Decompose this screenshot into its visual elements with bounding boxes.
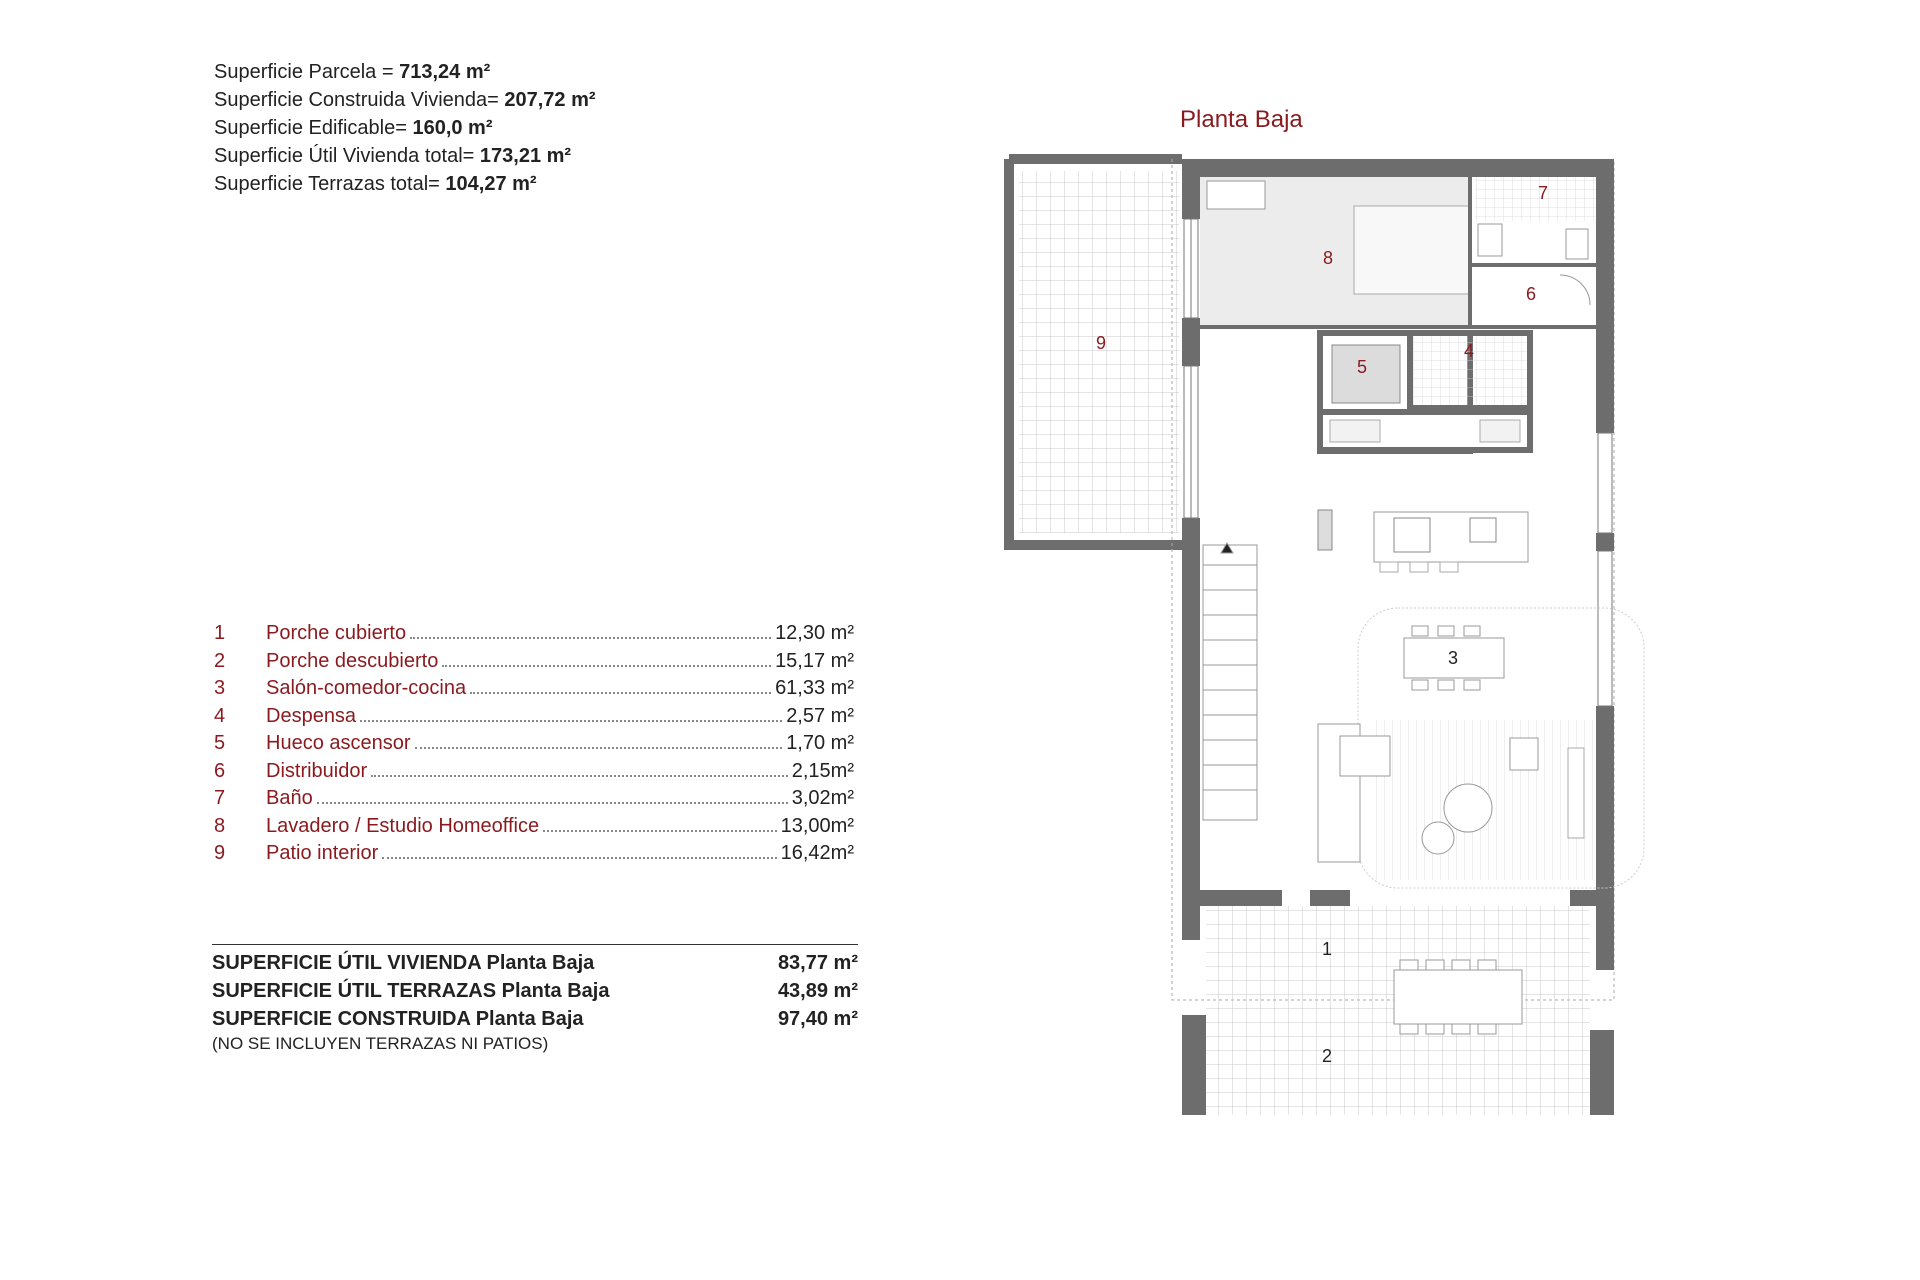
door-swing <box>1560 275 1590 305</box>
summary-parcela: Superficie Parcela = 713,24 m² <box>214 61 491 83</box>
room-row: 2 Porche descubierto 15,17 m² <box>214 649 854 672</box>
total-util-terrazas: SUPERFICIE ÚTIL TERRAZAS Planta Baja 43,89 m² <box>212 980 858 1002</box>
room-row: 6 Distribuidor 2,15m² <box>214 759 854 782</box>
room-number-8: 8 <box>1323 248 1334 268</box>
summary-edificable: Superficie Edificable= 160,0 m² <box>214 117 493 139</box>
room-number-5: 5 <box>1357 357 1368 377</box>
room-number-1: 1 <box>1322 939 1333 959</box>
plan-title: Planta Baja <box>1180 106 1303 133</box>
summary-terrazas: Superficie Terrazas total= 104,27 m² <box>214 173 537 195</box>
summary-util: Superficie Útil Vivienda total= 173,21 m² <box>214 145 572 167</box>
room-row: 5 Hueco ascensor 1,70 m² <box>214 732 854 754</box>
living-area <box>1318 720 1594 880</box>
room-number-4: 4 <box>1464 341 1475 361</box>
room-row: 8 Lavadero / Estudio Homeoffice 13,00m² <box>214 814 854 837</box>
room-row: 3 Salón-comedor-cocina 61,33 m² <box>214 677 854 699</box>
room-row: 1 Porche cubierto 12,30 m² <box>214 622 854 644</box>
room-number-3: 3 <box>1448 648 1459 668</box>
room-number-9: 9 <box>1096 333 1107 353</box>
room-number-2: 2 <box>1322 1046 1333 1066</box>
room-row: 9 Patio interior 16,42m² <box>214 842 854 864</box>
kitchen-island <box>1318 510 1528 572</box>
core-block <box>1320 333 1530 451</box>
room-number-6: 6 <box>1526 284 1537 304</box>
staircase <box>1203 543 1257 820</box>
total-construida: SUPERFICIE CONSTRUIDA Planta Baja 97,40 m² <box>212 1008 858 1030</box>
total-util-vivienda: SUPERFICIE ÚTIL VIVIENDA Planta Baja 83,77 m² <box>212 952 858 974</box>
room-number-7: 7 <box>1538 183 1549 203</box>
porches-area <box>1206 906 1590 1115</box>
bano-room <box>1470 177 1596 265</box>
room-row: 4 Despensa 2,57 m² <box>214 704 854 727</box>
room-row: 7 Baño 3,02m² <box>214 787 854 809</box>
totals-note: (NO SE INCLUYEN TERRAZAS NI PATIOS) <box>212 1034 549 1053</box>
summary-construida: Superficie Construida Vivienda= 207,72 m² <box>214 89 596 111</box>
